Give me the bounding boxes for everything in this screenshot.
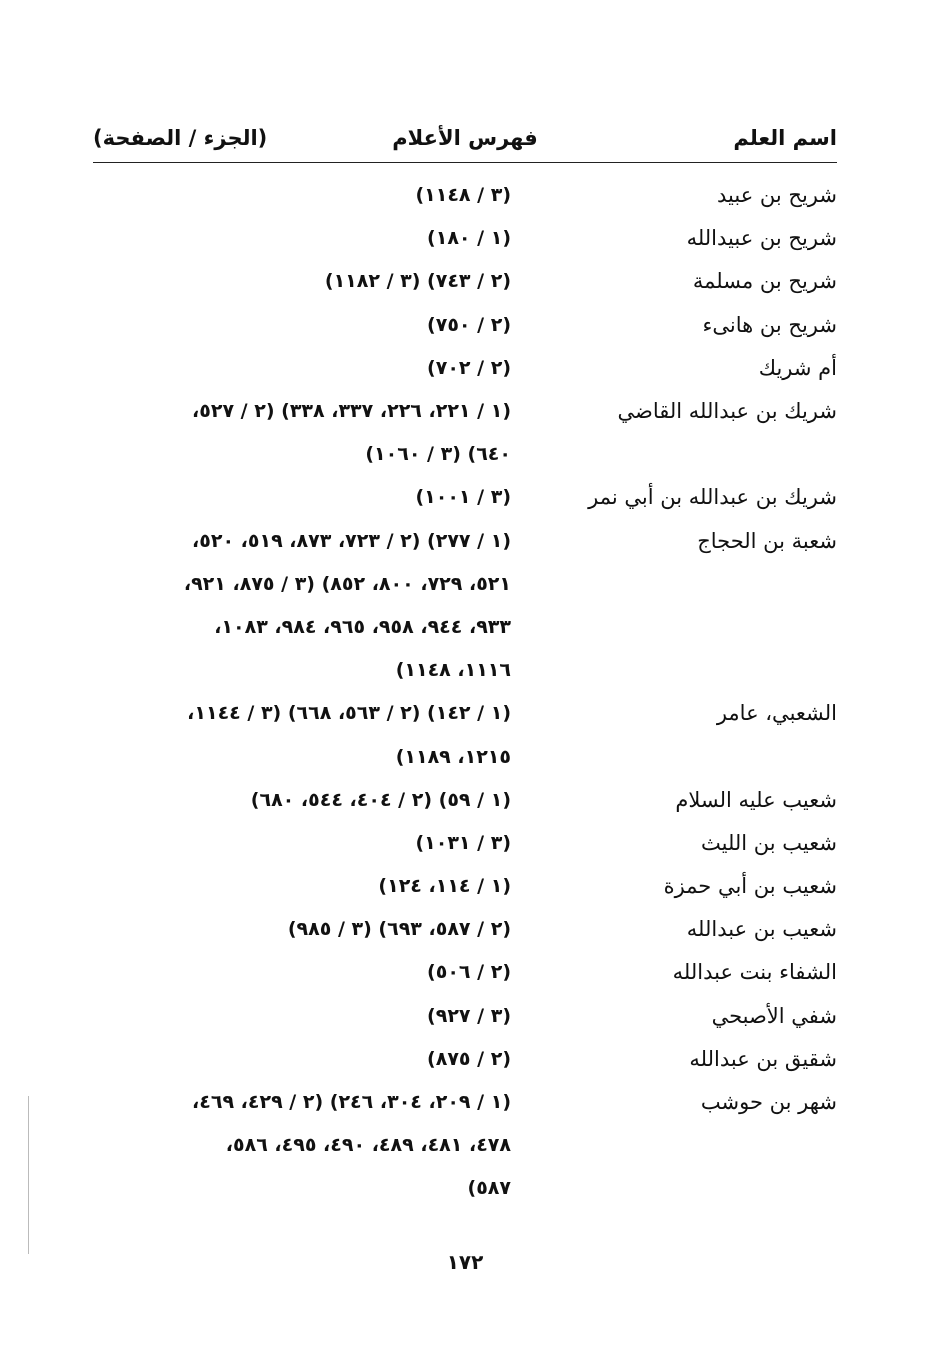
header-divider: [93, 162, 837, 163]
person-name: شريح بن عبيدالله: [686, 226, 837, 251]
index-entry: [93, 304, 837, 347]
page-references: [93, 865, 511, 908]
reference-line: (٢ / ٨٧٥): [427, 1047, 511, 1070]
reference-line: ٩٣٣، ٩٤٤، ٩٥٨، ٩٦٥، ٩٨٤، ١٠٨٣،: [214, 615, 511, 638]
index-entry: [93, 908, 837, 951]
page-references: [93, 174, 511, 217]
page-references: [93, 260, 511, 303]
index-entry: [93, 260, 837, 303]
index-entry: [93, 822, 837, 865]
scan-margin-line: [28, 1096, 29, 1254]
reference-line: (١ / ٢٧٧) (٢ / ٧٢٣، ٨٧٣، ٥١٩، ٥٢٠،: [192, 529, 511, 552]
person-name: شقيق بن عبدالله: [689, 1046, 837, 1071]
page-references: [93, 476, 511, 519]
page-references: [93, 779, 511, 822]
page-references: [93, 347, 511, 390]
page-references: [93, 822, 511, 865]
page-references: [93, 692, 511, 778]
index-entry: [93, 476, 837, 519]
page-references: [93, 304, 511, 347]
person-name: شريح بن مسلمة: [692, 269, 837, 294]
page-references: [93, 908, 511, 951]
index-entry: [93, 1038, 837, 1081]
reference-line: (٣ / ١٠٣١): [415, 831, 511, 854]
reference-line: (٢ / ٧٤٣) (٣ / ١١٨٢): [324, 270, 511, 293]
index-entries: [93, 174, 837, 1211]
reference-line: (٢ / ٧٥٠): [427, 313, 511, 336]
reference-line: (١ / ٢٠٩، ٣٠٤، ٢٤٦) (٢ / ٤٢٩، ٤٦٩،: [192, 1091, 511, 1114]
reference-line: (٢ / ٥٠٦): [427, 961, 511, 984]
index-entry: [93, 347, 837, 390]
person-name: الشفاء بنت عبدالله: [672, 960, 837, 985]
reference-line: (٣ / ١٠٠١): [415, 486, 511, 509]
reference-line: (١ / ١١٤، ١٢٤): [378, 875, 511, 898]
person-name: شريح بن عبيد: [717, 183, 837, 207]
person-name: شهر بن حوشب: [700, 1090, 837, 1115]
reference-line: (٢ / ٧٠٢): [427, 356, 511, 379]
reference-line: ٥٢١، ٧٢٩، ٨٠٠، ٨٥٢) (٣ / ٨٧٥، ٩٢١،: [183, 572, 511, 595]
person-name: الشعبي، عامر: [716, 701, 837, 726]
person-name: شريك بن عبدالله القاضي: [617, 398, 837, 423]
reference-line: (١ / ١٨٠): [427, 227, 511, 250]
reference-line: (٣ / ١١٤٨): [415, 184, 511, 206]
reference-line: ١٢١٥، ١١٨٩): [395, 745, 511, 768]
page-number: ١٧٢: [446, 1250, 484, 1274]
index-entry: [93, 520, 837, 693]
index-entry: [93, 779, 837, 822]
reference-line: ٥٨٧): [467, 1177, 511, 1200]
index-entry: [93, 951, 837, 994]
person-name: أم شريك: [758, 355, 837, 380]
person-name: شريك بن عبدالله بن أبي نمر: [588, 485, 837, 510]
page-title: فهرس الأعلام: [392, 126, 538, 150]
index-page: [93, 0, 837, 1371]
reference-line: ٦٤٠) (٣ / ١٠٦٠): [365, 443, 511, 466]
index-entry: [93, 217, 837, 260]
index-entry: [93, 174, 837, 217]
page-references: [93, 217, 511, 260]
person-name: شفي الأصبحي: [711, 1003, 837, 1028]
name-column-heading: اسم العلم: [733, 126, 837, 150]
page-references: [93, 995, 511, 1038]
page-references: [93, 390, 511, 476]
reference-line: (٢ / ٥٨٧، ٦٩٣) (٣ / ٩٨٥): [287, 918, 511, 941]
person-name: شعيب بن عبدالله: [686, 917, 837, 942]
reference-line: (١ / ٥٩) (٢ / ٤٠٤، ٥٤٤، ٦٨٠): [250, 788, 511, 811]
reference-line: (٣ / ٩٢٧): [427, 1004, 511, 1027]
page-references: [93, 951, 511, 994]
index-entry: [93, 1081, 837, 1211]
reference-line: (١ / ٢٢١، ٢٢٦، ٣٣٧، ٣٣٨) (٢ / ٥٢٧،: [192, 399, 511, 422]
reference-line: ٤٧٨، ٤٨١، ٤٨٩، ٤٩٠، ٤٩٥، ٥٨٦،: [225, 1134, 511, 1157]
reference-line: ١١١٦، ١١٤٨): [395, 659, 511, 682]
index-entry: [93, 692, 837, 778]
page-references: [93, 1081, 511, 1211]
person-name: شعيب بن أبي حمزة: [663, 874, 837, 899]
person-name: شريح بن هانىء: [702, 312, 837, 337]
reference-line: (١ / ١٤٢) (٢ / ٥٦٣، ٦٦٨) (٣ / ١١٤٤،: [187, 702, 511, 725]
index-entry: [93, 865, 837, 908]
page-header: [93, 118, 837, 158]
index-entry: [93, 390, 837, 476]
person-name: شعبة بن الحجاج: [697, 528, 837, 553]
index-entry: [93, 995, 837, 1038]
page-references: [93, 1038, 511, 1081]
person-name: شعيب بن الليث: [700, 830, 837, 855]
page-references: [93, 520, 511, 693]
reference-column-heading: (الجزء / الصفحة): [93, 126, 268, 150]
person-name: شعيب عليه السلام: [675, 787, 837, 812]
